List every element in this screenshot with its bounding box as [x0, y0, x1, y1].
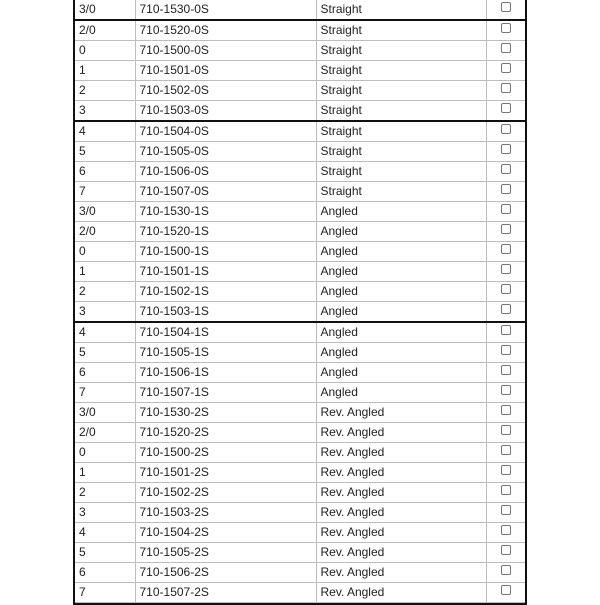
select-cell [486, 523, 525, 543]
size-cell: 2/0 [75, 20, 135, 41]
table-row [75, 343, 525, 363]
table-row [75, 20, 525, 41]
select-checkbox[interactable] [501, 304, 511, 314]
select-checkbox[interactable] [501, 585, 511, 595]
type-cell: Rev. Angled [316, 563, 486, 583]
type-cell: Straight [316, 101, 486, 122]
table-row [75, 142, 525, 162]
select-checkbox[interactable] [501, 325, 511, 335]
type-cell: Rev. Angled [316, 583, 486, 603]
select-cell [486, 41, 525, 61]
size-cell: 4 [75, 121, 135, 142]
table-row [75, 182, 525, 202]
select-cell [486, 61, 525, 81]
select-cell [486, 282, 525, 302]
table-row [75, 101, 525, 122]
size-cell: 2/0 [75, 423, 135, 443]
select-cell [486, 81, 525, 101]
select-checkbox[interactable] [501, 485, 511, 495]
table-row [75, 282, 525, 302]
size-cell: 4 [75, 322, 135, 343]
table-row [75, 543, 525, 563]
select-checkbox[interactable] [501, 365, 511, 375]
part-number-cell: 710-1503-0S [135, 101, 316, 122]
type-cell: Straight [316, 81, 486, 101]
table-row [75, 242, 525, 262]
type-cell: Rev. Angled [316, 483, 486, 503]
part-number-cell: 710-1530-2S [135, 403, 316, 423]
type-cell: Angled [316, 282, 486, 302]
select-checkbox[interactable] [501, 244, 511, 254]
type-cell: Rev. Angled [316, 423, 486, 443]
select-cell [486, 182, 525, 202]
select-checkbox[interactable] [501, 565, 511, 575]
size-cell: 0 [75, 443, 135, 463]
parts-table-body [75, 0, 525, 603]
select-cell [486, 443, 525, 463]
table-row [75, 563, 525, 583]
table-row [75, 523, 525, 543]
table-row [75, 41, 525, 61]
type-cell: Angled [316, 202, 486, 222]
type-cell: Rev. Angled [316, 463, 486, 483]
part-number-cell: 710-1506-1S [135, 363, 316, 383]
part-number-cell: 710-1505-1S [135, 343, 316, 363]
table-row [75, 302, 525, 323]
select-checkbox[interactable] [501, 103, 511, 113]
table-row [75, 202, 525, 222]
size-cell: 0 [75, 41, 135, 61]
part-number-cell: 710-1503-1S [135, 302, 316, 323]
size-cell: 5 [75, 543, 135, 563]
table-row [75, 423, 525, 443]
part-number-cell: 710-1530-0S [135, 0, 316, 20]
part-number-cell: 710-1506-0S [135, 162, 316, 182]
part-number-cell: 710-1501-1S [135, 262, 316, 282]
type-cell: Rev. Angled [316, 543, 486, 563]
table-row [75, 0, 525, 20]
size-cell: 3 [75, 503, 135, 523]
select-checkbox[interactable] [501, 405, 511, 415]
type-cell: Straight [316, 61, 486, 81]
table-row [75, 121, 525, 142]
part-number-cell: 710-1507-2S [135, 583, 316, 603]
table-row [75, 81, 525, 101]
select-checkbox[interactable] [501, 545, 511, 555]
part-number-cell: 710-1506-2S [135, 563, 316, 583]
select-cell [486, 302, 525, 323]
size-cell: 3 [75, 101, 135, 122]
part-number-cell: 710-1500-0S [135, 41, 316, 61]
part-number-cell: 710-1502-0S [135, 81, 316, 101]
table-row [75, 383, 525, 403]
select-checkbox[interactable] [501, 63, 511, 73]
type-cell: Straight [316, 121, 486, 142]
part-number-cell: 710-1520-0S [135, 20, 316, 41]
select-cell [486, 121, 525, 142]
part-number-cell: 710-1520-1S [135, 222, 316, 242]
size-cell: 2 [75, 282, 135, 302]
table-row [75, 443, 525, 463]
select-cell [486, 463, 525, 483]
size-cell: 7 [75, 383, 135, 403]
select-cell [486, 383, 525, 403]
size-cell: 6 [75, 363, 135, 383]
size-cell: 5 [75, 142, 135, 162]
select-checkbox[interactable] [501, 43, 511, 53]
select-cell [486, 202, 525, 222]
type-cell: Angled [316, 302, 486, 323]
select-cell [486, 262, 525, 282]
select-cell [486, 483, 525, 503]
table-row [75, 61, 525, 81]
part-number-cell: 710-1502-2S [135, 483, 316, 503]
part-number-cell: 710-1520-2S [135, 423, 316, 443]
table-row [75, 322, 525, 343]
type-cell: Straight [316, 0, 486, 20]
select-cell [486, 423, 525, 443]
size-cell: 3 [75, 302, 135, 323]
table-row [75, 262, 525, 282]
select-cell [486, 222, 525, 242]
select-checkbox[interactable] [501, 224, 511, 234]
select-checkbox[interactable] [501, 525, 511, 535]
type-cell: Angled [316, 262, 486, 282]
size-cell: 5 [75, 343, 135, 363]
part-number-cell: 710-1504-0S [135, 121, 316, 142]
select-cell [486, 242, 525, 262]
type-cell: Rev. Angled [316, 403, 486, 423]
part-number-cell: 710-1530-1S [135, 202, 316, 222]
part-number-cell: 710-1500-1S [135, 242, 316, 262]
table-row [75, 162, 525, 182]
table-row [75, 483, 525, 503]
size-cell: 1 [75, 463, 135, 483]
part-number-cell: 710-1507-1S [135, 383, 316, 403]
parts-table [75, 0, 525, 603]
select-checkbox[interactable] [501, 445, 511, 455]
type-cell: Angled [316, 363, 486, 383]
table-row [75, 363, 525, 383]
part-number-cell: 710-1502-1S [135, 282, 316, 302]
select-cell [486, 403, 525, 423]
type-cell: Angled [316, 383, 486, 403]
select-cell [486, 162, 525, 182]
type-cell: Straight [316, 162, 486, 182]
select-checkbox[interactable] [501, 425, 511, 435]
select-checkbox[interactable] [501, 23, 511, 33]
select-checkbox[interactable] [501, 184, 511, 194]
select-checkbox[interactable] [501, 124, 511, 134]
size-cell: 2 [75, 483, 135, 503]
type-cell: Angled [316, 242, 486, 262]
table-row [75, 503, 525, 523]
type-cell: Rev. Angled [316, 523, 486, 543]
select-cell [486, 503, 525, 523]
size-cell: 3/0 [75, 202, 135, 222]
select-checkbox[interactable] [501, 345, 511, 355]
part-number-cell: 710-1507-0S [135, 182, 316, 202]
select-cell [486, 101, 525, 122]
select-cell [486, 363, 525, 383]
select-cell [486, 0, 525, 20]
select-cell [486, 563, 525, 583]
part-number-cell: 710-1501-2S [135, 463, 316, 483]
size-cell: 3/0 [75, 0, 135, 20]
part-number-cell: 710-1505-2S [135, 543, 316, 563]
type-cell: Angled [316, 322, 486, 343]
size-cell: 4 [75, 523, 135, 543]
select-cell [486, 20, 525, 41]
select-checkbox[interactable] [501, 505, 511, 515]
type-cell: Straight [316, 182, 486, 202]
select-checkbox[interactable] [501, 264, 511, 274]
part-number-cell: 710-1505-0S [135, 142, 316, 162]
select-checkbox[interactable] [501, 144, 511, 154]
size-cell: 7 [75, 182, 135, 202]
size-cell: 2/0 [75, 222, 135, 242]
select-cell [486, 543, 525, 563]
type-cell: Angled [316, 343, 486, 363]
select-checkbox[interactable] [501, 284, 511, 294]
table-row [75, 403, 525, 423]
type-cell: Rev. Angled [316, 443, 486, 463]
size-cell: 3/0 [75, 403, 135, 423]
type-cell: Rev. Angled [316, 503, 486, 523]
part-number-cell: 710-1504-2S [135, 523, 316, 543]
select-cell [486, 343, 525, 363]
select-checkbox[interactable] [501, 465, 511, 475]
part-number-cell: 710-1500-2S [135, 443, 316, 463]
select-checkbox[interactable] [501, 385, 511, 395]
size-cell: 1 [75, 61, 135, 81]
part-number-cell: 710-1501-0S [135, 61, 316, 81]
select-checkbox[interactable] [501, 164, 511, 174]
table-row [75, 463, 525, 483]
select-cell [486, 322, 525, 343]
select-cell [486, 142, 525, 162]
size-cell: 2 [75, 81, 135, 101]
part-number-cell: 710-1504-1S [135, 322, 316, 343]
size-cell: 0 [75, 242, 135, 262]
select-checkbox[interactable] [501, 2, 511, 12]
part-number-cell: 710-1503-2S [135, 503, 316, 523]
size-cell: 7 [75, 583, 135, 603]
type-cell: Straight [316, 41, 486, 61]
type-cell: Straight [316, 20, 486, 41]
select-checkbox[interactable] [501, 83, 511, 93]
table-row [75, 222, 525, 242]
parts-table-container [73, 0, 527, 605]
type-cell: Straight [316, 142, 486, 162]
size-cell: 1 [75, 262, 135, 282]
type-cell: Angled [316, 222, 486, 242]
size-cell: 6 [75, 162, 135, 182]
size-cell: 6 [75, 563, 135, 583]
select-checkbox[interactable] [501, 204, 511, 214]
